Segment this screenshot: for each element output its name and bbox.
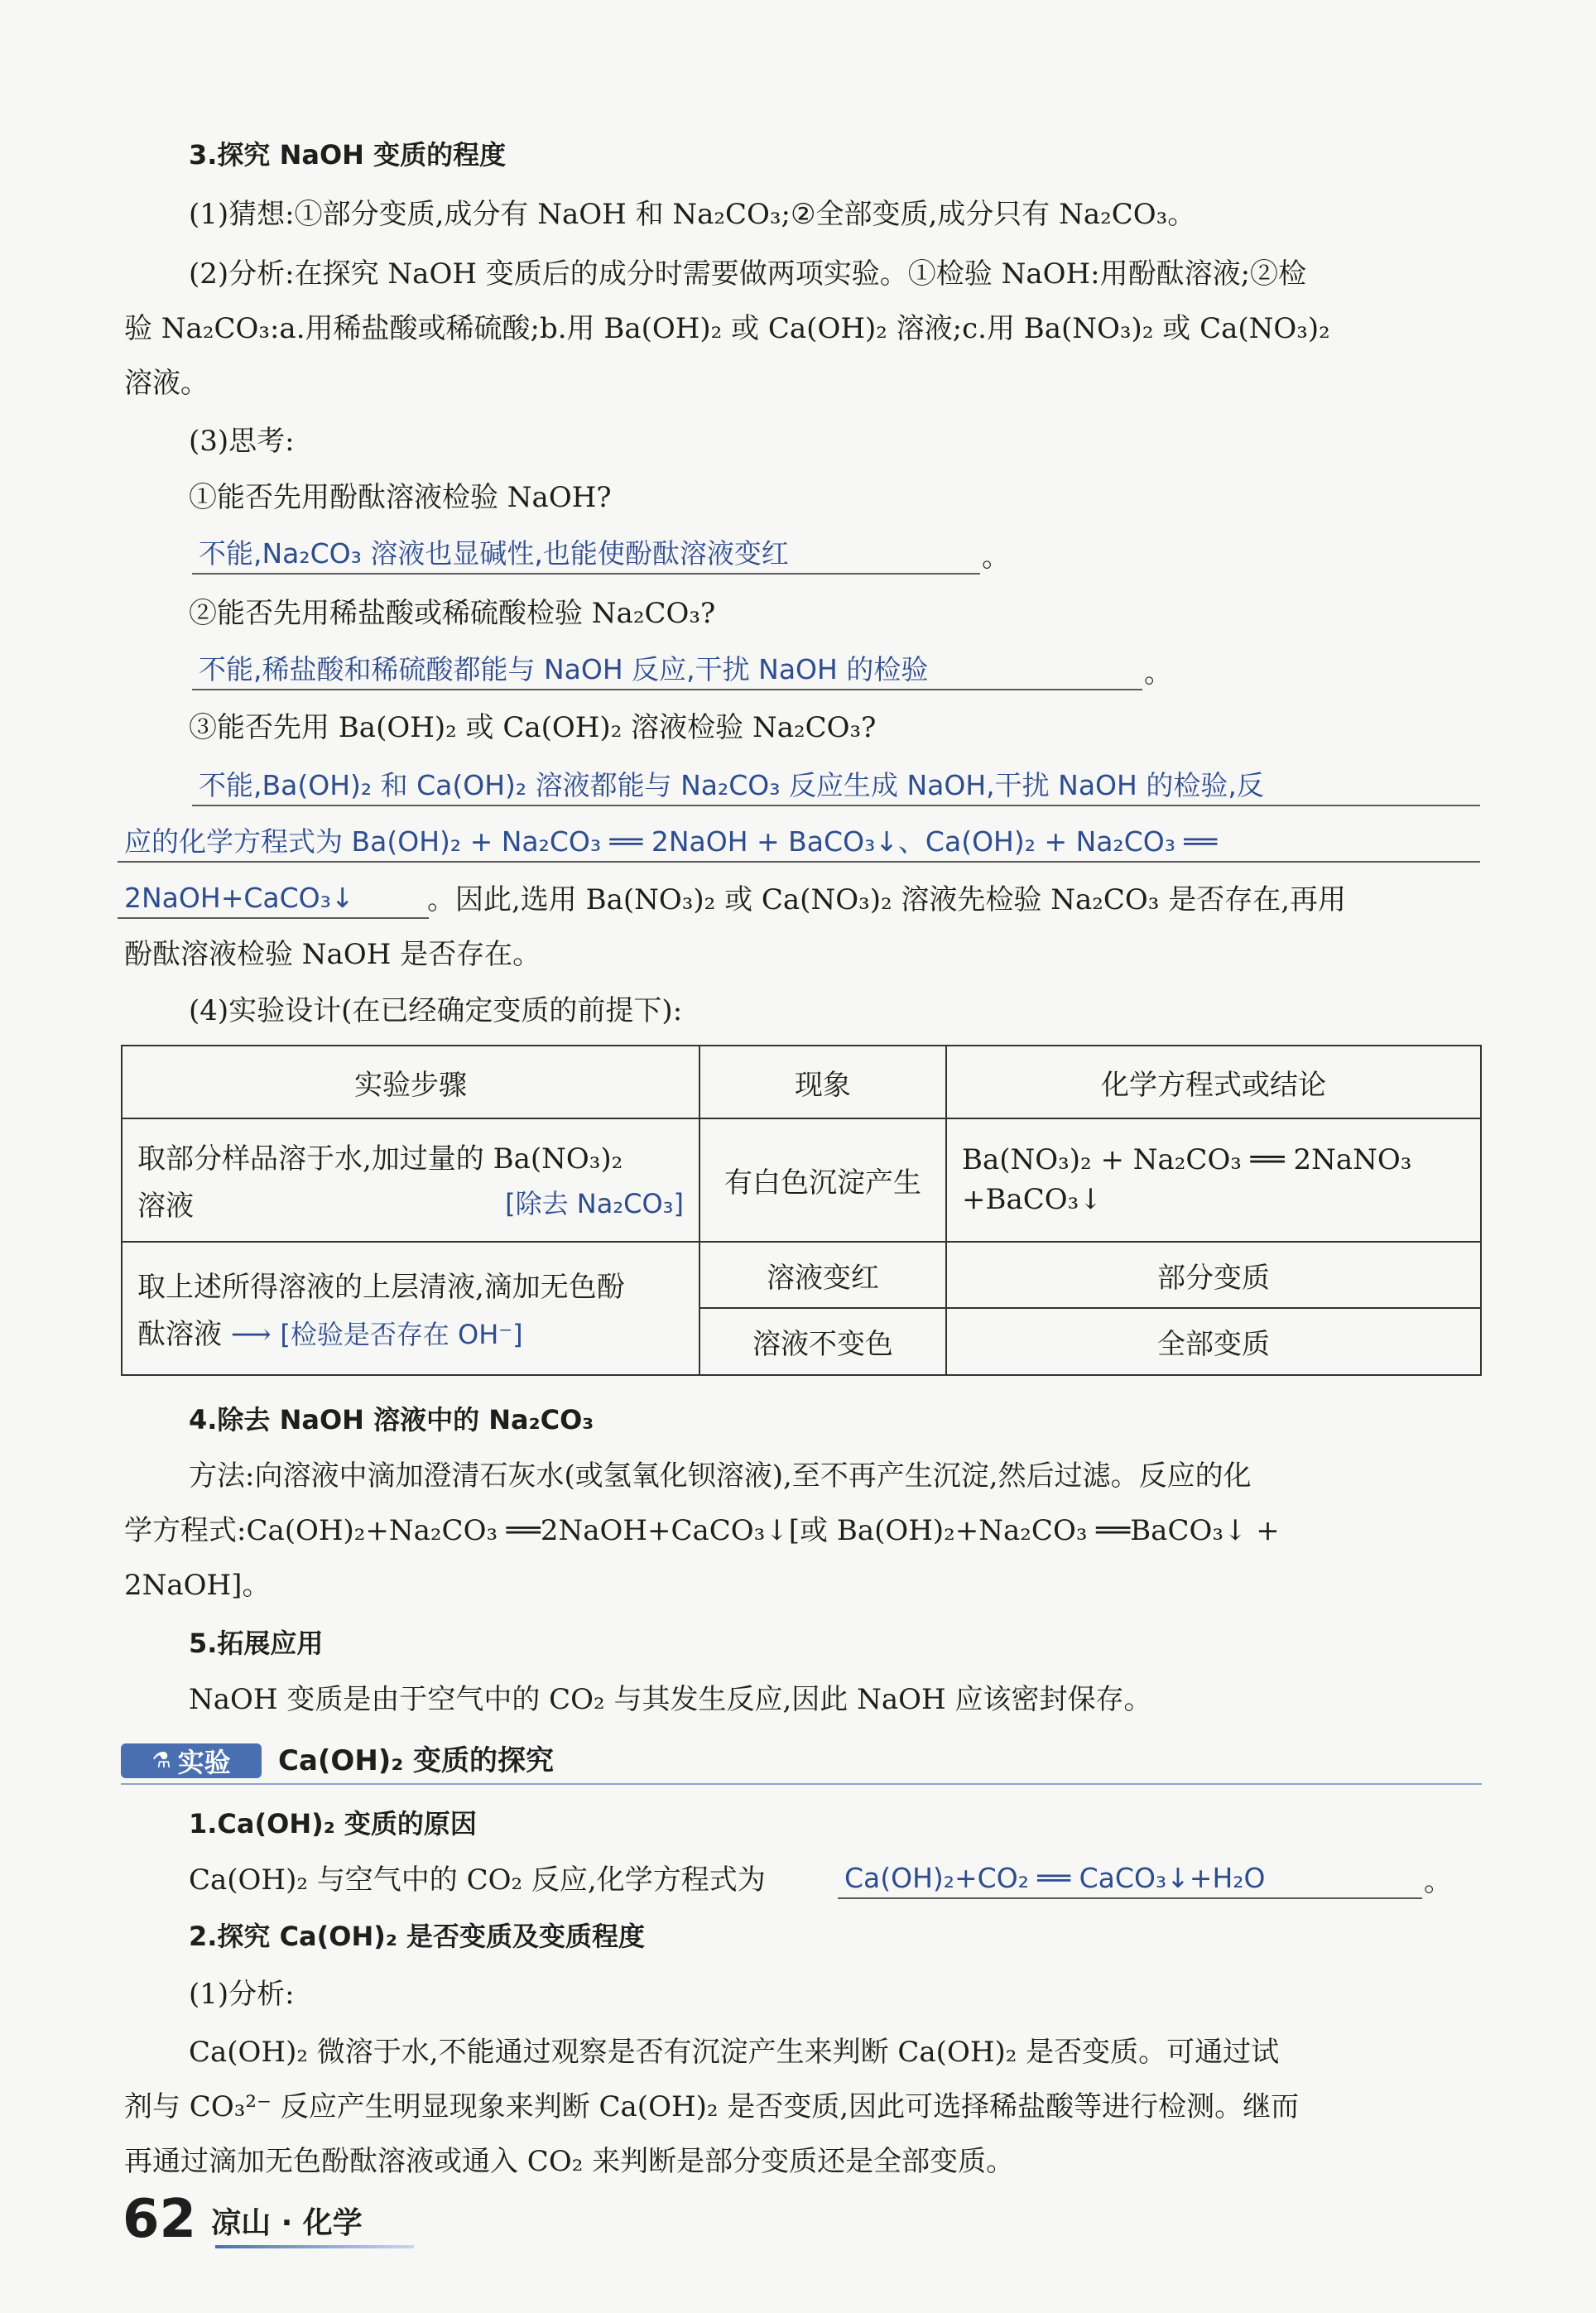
analysis-line-1: (2)分析:在探究 NaOH 变质后的成分时需要做两项实验。①检验 NaOH:用酚酞溶液;②检 [189,257,1307,291]
period-2: 。 [1144,656,1172,690]
answer-1: 不能,Na₂CO₃ 溶液也显碱性,也能使酚酞溶液变红 [192,535,980,575]
method-line-2: 学方程式:Ca(OH)₂+Na₂CO₃ ══2NaOH+CaCO₃↓[或 Ba(OH)₂+Na₂CO₃ ══BaCO₃↓ + [124,1514,1280,1547]
table-header-row [122,1046,1481,1118]
row2-result-1: 部分变质 [946,1242,1481,1309]
row2-phenomenon-2: 溶液不变色 [699,1308,946,1375]
header-phenomenon: 现象 [699,1046,946,1118]
header-conclusion: 化学方程式或结论 [946,1046,1481,1118]
header-step: 实验步骤 [122,1046,699,1118]
answer-2: 不能,稀盐酸和稀硫酸都能与 NaOH 反应,干扰 NaOH 的检验 [192,651,1142,690]
experiment-heading-2: 2.探究 Ca(OH)₂ 是否变质及变质程度 [189,1921,646,1952]
experiment-table [121,1045,1482,1376]
row2-result-2: 全部变质 [946,1308,1481,1375]
question-3: ③能否先用 Ba(OH)₂ 或 Ca(OH)₂ 溶液检验 Na₂CO₃? [189,711,877,744]
cause-answer: Ca(OH)₂+CO₂ ══ CaCO₃↓+H₂O [838,1859,1422,1899]
guess-paragraph: (1)猜想:①部分变质,成分有 NaOH 和 Na₂CO₃;②全部变质,成分只有 Na₂CO₃。 [189,198,1196,231]
cause-line: Ca(OH)₂ 与空气中的 CO₂ 反应,化学方程式为 [189,1863,766,1897]
row1-step [122,1118,699,1242]
row2-step-text-a: 取上述所得溶液的上层清液,滴加无色酚 [137,1271,625,1305]
row2-step-text-b: 酞溶液 [137,1318,222,1352]
design-label: (4)实验设计(在已经确定变质的前提下): [189,994,683,1027]
question-2: ②能否先用稀盐酸或稀硫酸检验 Na₂CO₃? [189,597,716,630]
page-number: 62 [123,2189,197,2250]
method-line-1: 方法:向溶液中滴加澄清石灰水(或氢氧化钡溶液),至不再产生沉淀,然后过滤。反应的化 [189,1459,1252,1493]
answer-3-line-2: 应的化学方程式为 Ba(OH)₂ + Na₂CO₃ ══ 2NaOH + BaCO₃↓、Ca(OH)₂ + Na₂CO₃ ══ [118,823,1480,863]
answer-3-line-1: 不能,Ba(OH)₂ 和 Ca(OH)₂ 溶液都能与 Na₂CO₃ 反应生成 NaOH,干扰 NaOH 的检验,反 [192,767,1480,806]
question-1: ①能否先用酚酞溶液检验 NaOH? [189,481,612,514]
row1-step-text-b: 溶液 [137,1190,194,1224]
analysis-line-2: 验 Na₂CO₃:a.用稀盐酸或稀硫酸;b.用 Ba(OH)₂ 或 Ca(OH)₂ 溶液;c.用 Ba(NO₃)₂ 或 Ca(NO₃)₂ [124,312,1330,345]
analysis-text-3: 再通过滴加无色酚酞溶液或通入 CO₂ 来判断是部分变质还是全部变质。 [124,2145,1015,2178]
footer-decoration [215,2245,414,2248]
answer-3-line-3: 2NaOH+CaCO₃↓ [118,879,429,919]
table-row [122,1118,1481,1242]
method-line-3: 2NaOH]。 [124,1569,271,1602]
page-footer [123,2182,363,2248]
period-3: 。 [1424,1865,1452,1898]
thinking-label: (3)思考: [189,425,295,458]
period-1: 。 [982,541,1010,574]
row2-phenomenon-1: 溶液变红 [699,1242,946,1309]
analysis-label: (1)分析: [189,1978,295,2011]
row1-step-text-a: 取部分样品溶于水,加过量的 Ba(NO₃)₂ [137,1142,623,1176]
row1-phenomenon: 有白色沉淀产生 [699,1118,946,1242]
section-4-heading: 4.除去 NaOH 溶液中的 Na₂CO₃ [189,1404,594,1435]
row2-step-note: [检验是否存在 OH⁻] [280,1319,523,1351]
conclusion-line-1: 。因此,选用 Ba(NO₃)₂ 或 Ca(NO₃)₂ 溶液先检验 Na₂CO₃ 是否存在,再用 [427,883,1346,916]
row1-equation [946,1118,1481,1242]
section-5-heading: 5.拓展应用 [189,1628,324,1659]
analysis-line-3: 溶液。 [124,367,209,400]
experiment-badge-label: 实验 [177,1747,231,1778]
experiment-badge [121,1743,262,1778]
footer-label: 凉山 · 化学 [211,2206,363,2240]
row2-step [122,1242,699,1375]
section-3-heading: 3.探究 NaOH 变质的程度 [189,139,507,171]
arrow-icon: ⟶ [230,1318,272,1352]
extension-line: NaOH 变质是由于空气中的 CO₂ 与其发生反应,因此 NaOH 应该密封保存。 [189,1683,1152,1716]
experiment-banner [121,1742,1482,1785]
conclusion-line-2: 酚酞溶液检验 NaOH 是否存在。 [124,938,541,971]
row1-equation-b: +BaCO₃↓ [962,1183,1103,1217]
experiment-heading-1: 1.Ca(OH)₂ 变质的原因 [189,1808,477,1839]
table-row [122,1242,1481,1309]
flask-icon: ⚗ [151,1748,171,1773]
experiment-title: Ca(OH)₂ 变质的探究 [278,1744,555,1777]
analysis-text-1: Ca(OH)₂ 微溶于水,不能通过观察是否有沉淀产生来判断 Ca(OH)₂ 是否变质。可通过试 [189,2036,1280,2069]
analysis-text-2: 剂与 CO₃²⁻ 反应产生明显现象来判断 Ca(OH)₂ 是否变质,因此可选择稀盐酸等进行检测。继而 [124,2090,1300,2123]
row1-equation-a: Ba(NO₃)₂ + Na₂CO₃ ══ 2NaNO₃ [962,1143,1412,1177]
row1-step-note: [除去 Na₂CO₃] [505,1188,684,1220]
